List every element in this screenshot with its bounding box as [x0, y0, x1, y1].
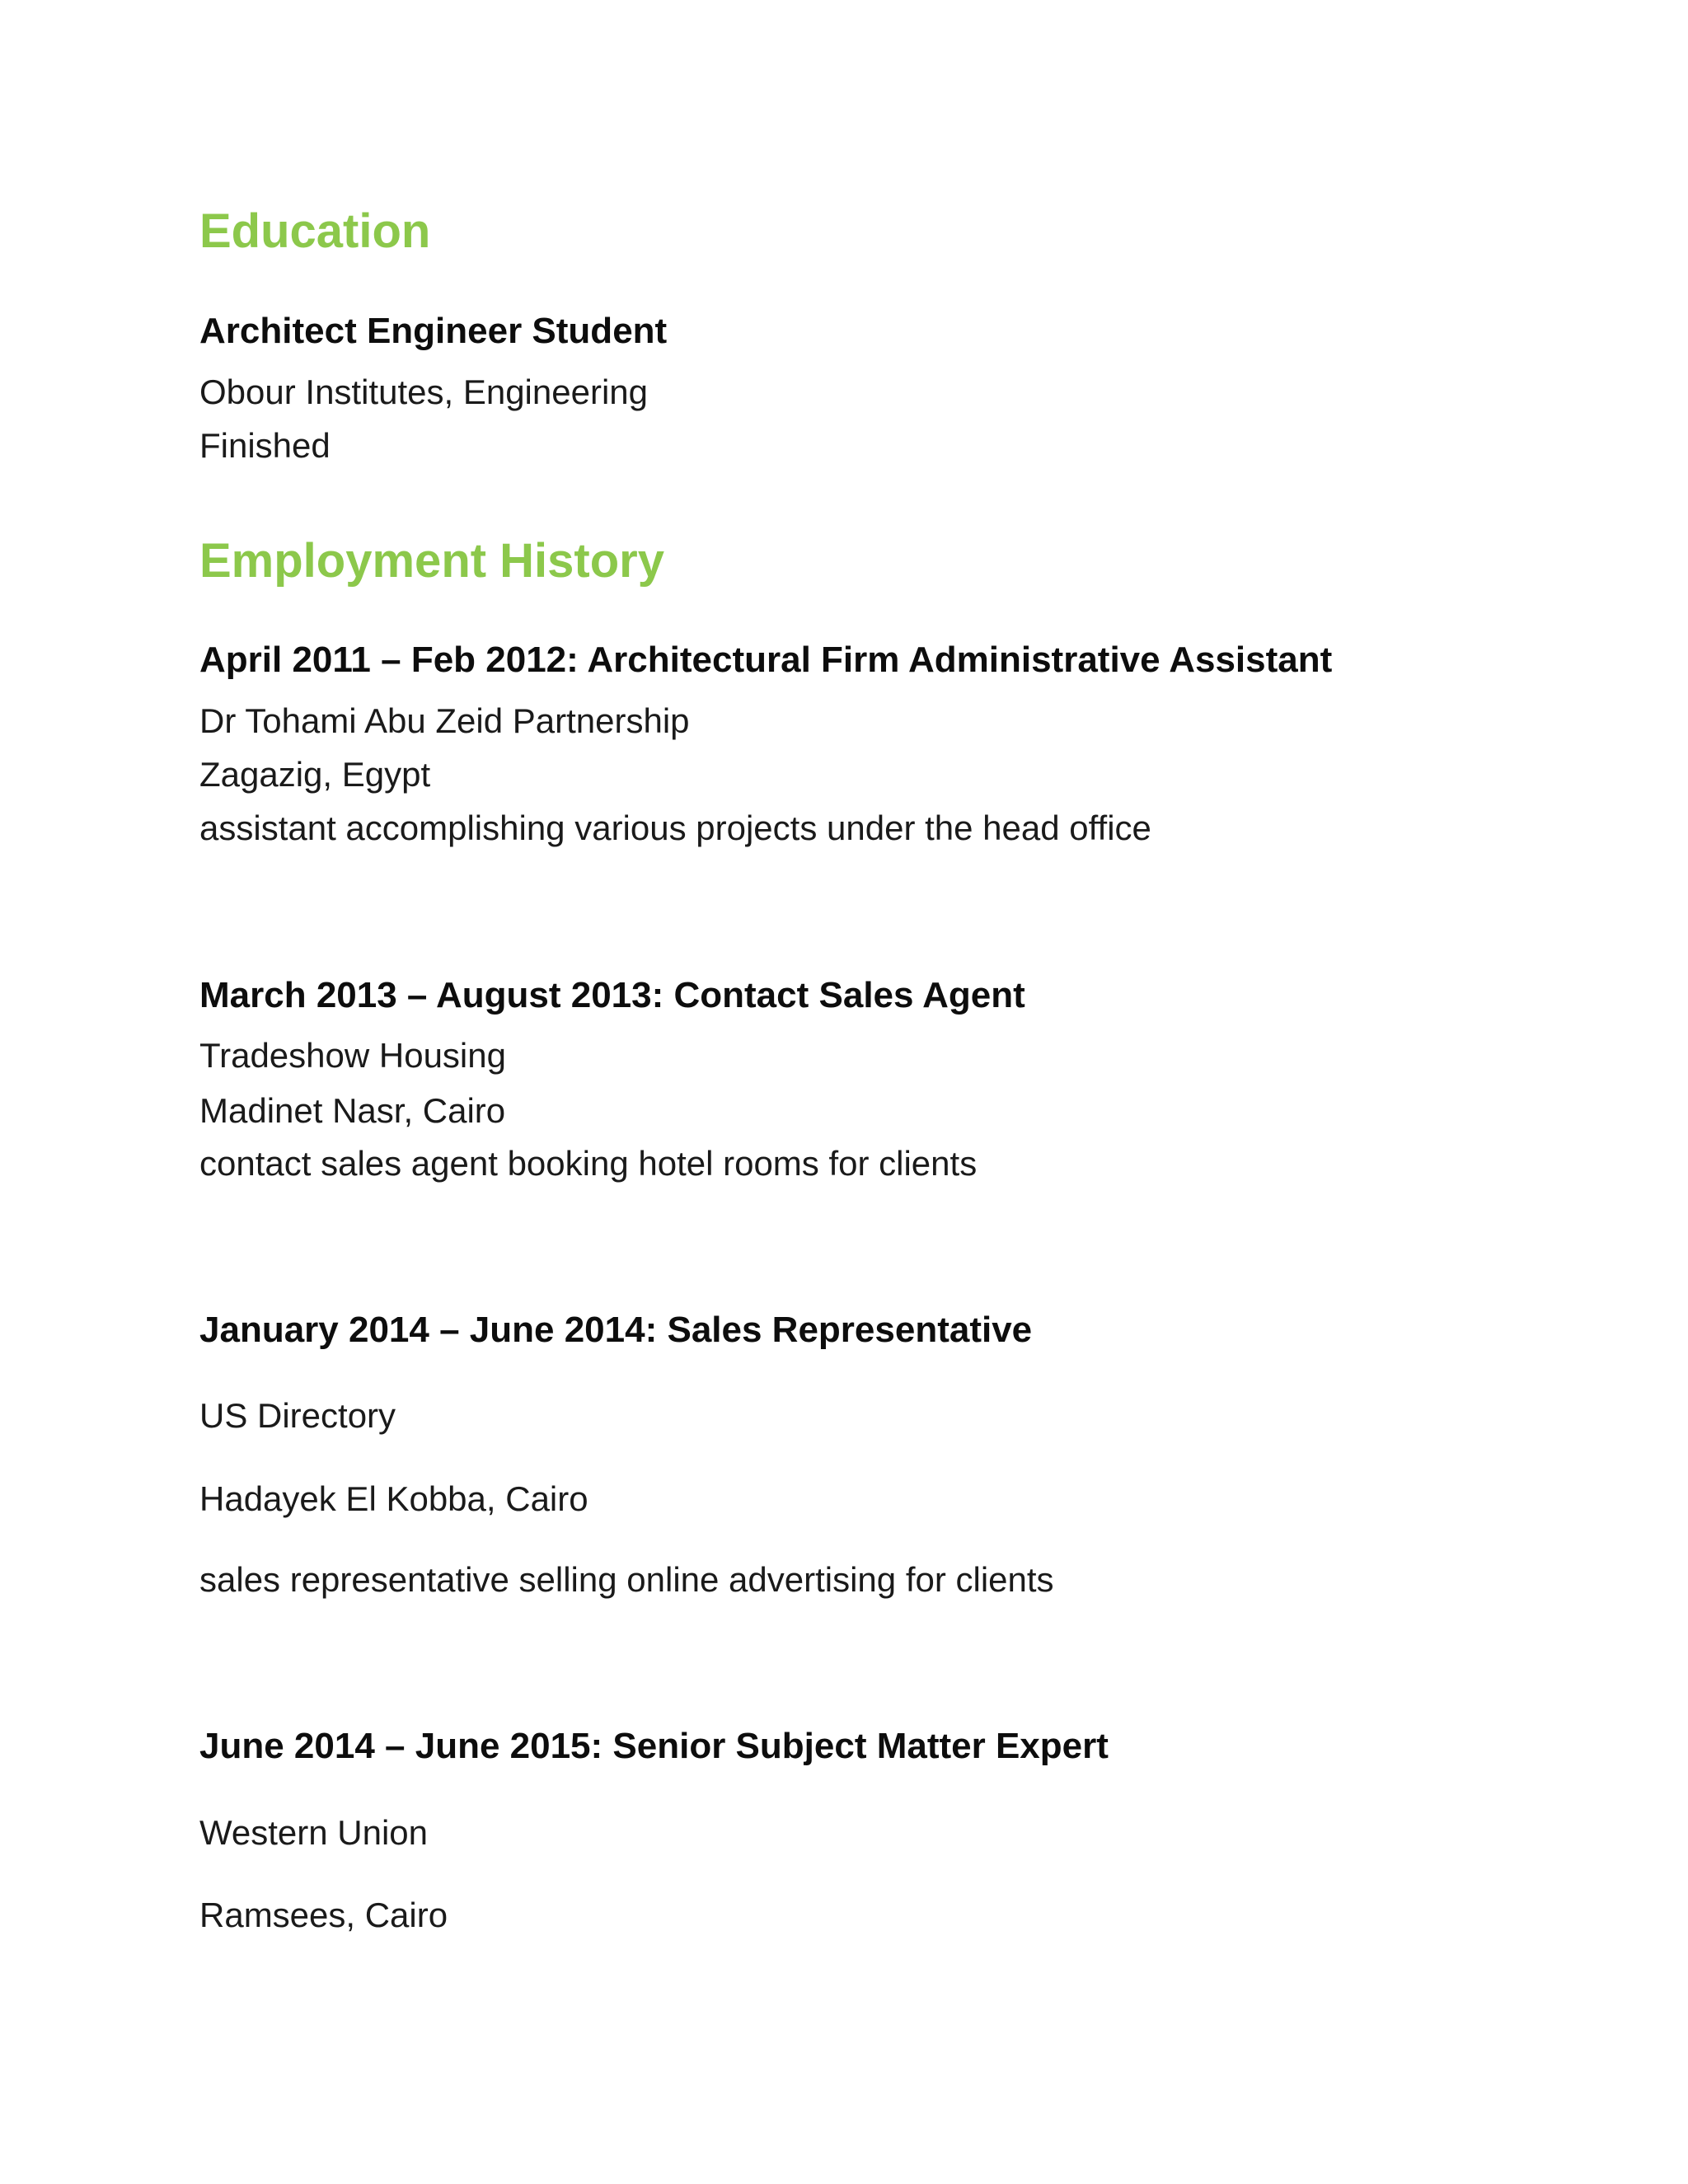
job-company: Western Union	[199, 1813, 429, 1852]
job-location: Zagazig, Egypt	[199, 755, 431, 794]
job-company: Dr Tohami Abu Zeid Partnership	[199, 701, 690, 740]
job-description: assistant accomplishing various projects under the head office	[199, 808, 1151, 847]
job-location: Hadayek El Kobba, Cairo	[199, 1479, 588, 1518]
job-company: US Directory	[199, 1396, 396, 1435]
job-location: Ramsees, Cairo	[199, 1896, 448, 1934]
education-institution: Obour Institutes, Engineering	[199, 373, 648, 411]
job-company: Tradeshow Housing	[199, 1036, 506, 1075]
job-title: January 2014 – June 2014: Sales Representative	[199, 1310, 1033, 1350]
job-title: April 2011 – Feb 2012: Architectural Firm Administrative Assistant	[199, 640, 1333, 680]
employment-heading: Employment History	[199, 534, 664, 588]
education-heading: Education	[199, 204, 431, 258]
job-title: March 2013 – August 2013: Contact Sales Agent	[199, 975, 1025, 1015]
job-description: contact sales agent booking hotel rooms for clients	[199, 1144, 978, 1183]
education-status: Finished	[199, 426, 331, 465]
job-title: June 2014 – June 2015: Senior Subject Matter Expert	[199, 1726, 1109, 1766]
education-degree: Architect Engineer Student	[199, 311, 668, 351]
job-location: Madinet Nasr, Cairo	[199, 1091, 506, 1130]
job-description: sales representative selling online advertising for clients	[199, 1560, 1054, 1599]
